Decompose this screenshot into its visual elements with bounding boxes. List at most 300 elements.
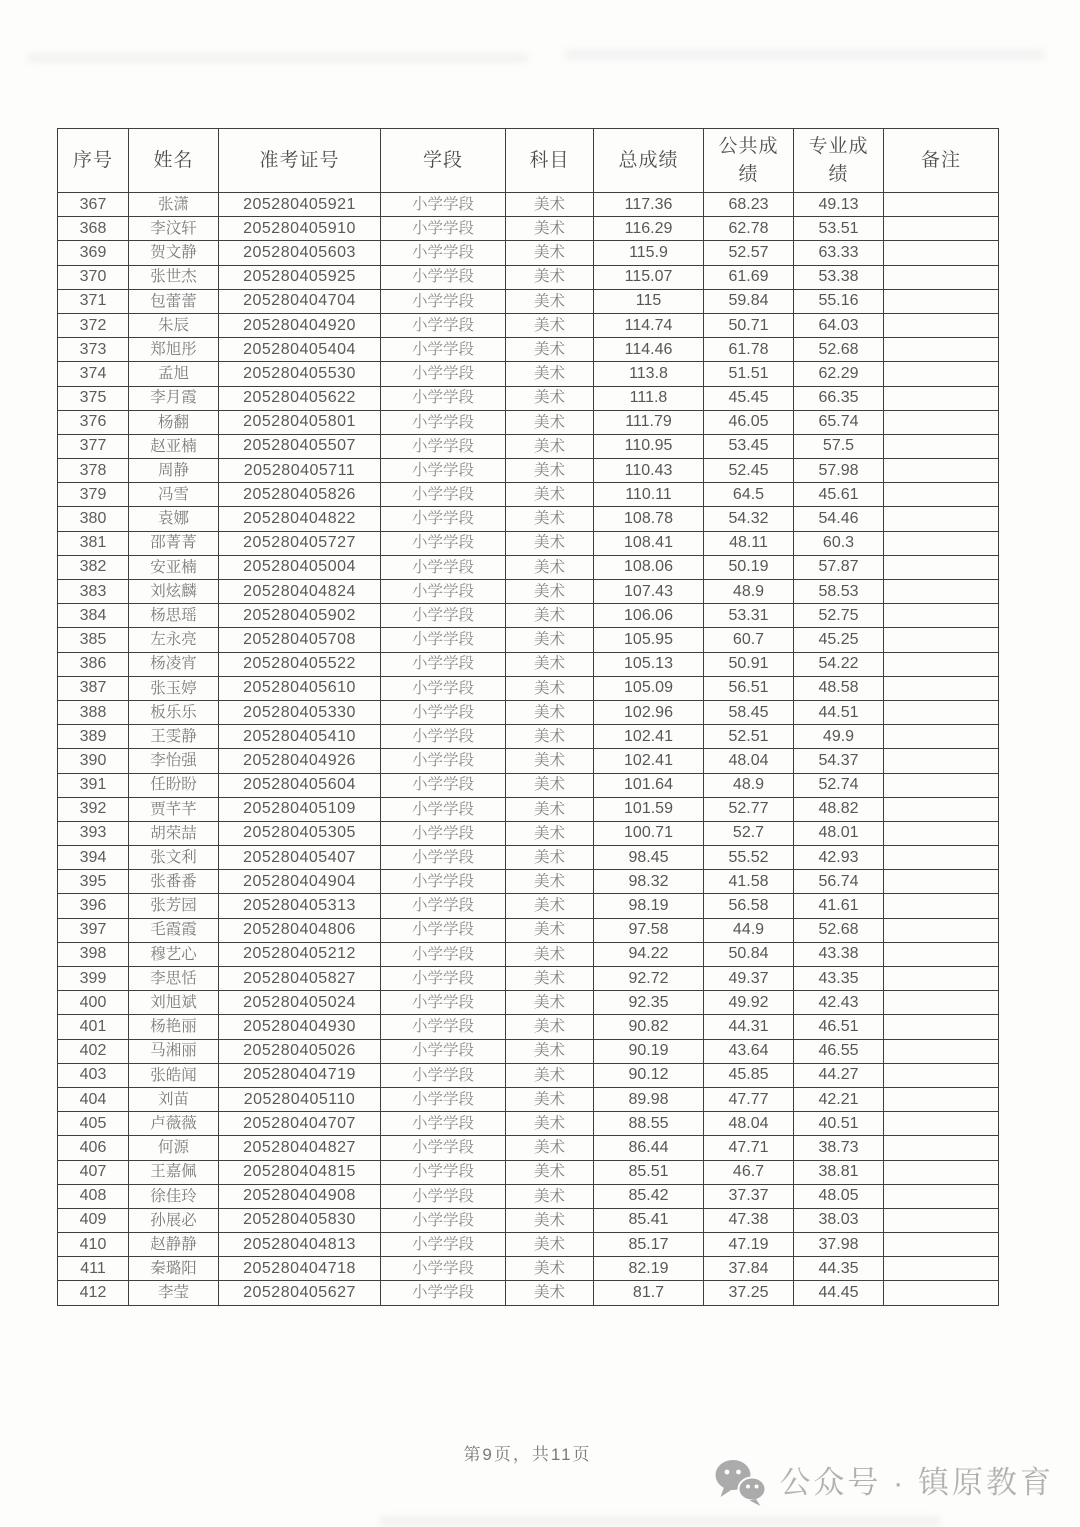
table-cell: 美术 <box>506 991 594 1015</box>
table-cell: 65.74 <box>794 410 884 434</box>
table-cell: 205280405410 <box>219 725 381 749</box>
table-cell <box>884 652 999 676</box>
table-row <box>58 1257 999 1281</box>
table-row <box>58 725 999 749</box>
table-cell: 46.05 <box>704 410 794 434</box>
table-row <box>58 942 999 966</box>
column-header-5: 科目 <box>506 129 594 193</box>
table-cell: 60.7 <box>704 628 794 652</box>
table-cell: 56.51 <box>704 676 794 700</box>
table-row <box>58 918 999 942</box>
column-header-2: 姓名 <box>129 129 219 193</box>
table-cell: 100.71 <box>594 821 704 845</box>
table-cell: 92.72 <box>594 967 704 991</box>
table-cell: 37.37 <box>704 1184 794 1208</box>
table-cell: 小学学段 <box>381 459 506 483</box>
table-cell: 安亚楠 <box>129 555 219 579</box>
table-row <box>58 967 999 991</box>
table-cell: 板乐乐 <box>129 700 219 724</box>
table-cell: 张玉婷 <box>129 676 219 700</box>
results-table <box>57 128 999 1306</box>
table-cell: 38.73 <box>794 1136 884 1160</box>
table-cell: 美术 <box>506 362 594 386</box>
table-cell: 376 <box>58 410 129 434</box>
table-cell: 367 <box>58 193 129 217</box>
table-cell: 小学学段 <box>381 555 506 579</box>
table-cell: 390 <box>58 749 129 773</box>
table-row <box>58 604 999 628</box>
table-cell: 60.3 <box>794 531 884 555</box>
table-row <box>58 531 999 555</box>
table-cell: 403 <box>58 1063 129 1087</box>
table-cell: 美术 <box>506 942 594 966</box>
table-cell: 张潇 <box>129 193 219 217</box>
table-cell: 205280404719 <box>219 1063 381 1087</box>
table-cell: 114.46 <box>594 338 704 362</box>
table-cell: 美术 <box>506 1257 594 1281</box>
table-cell: 395 <box>58 870 129 894</box>
table-cell <box>884 434 999 458</box>
table-cell: 411 <box>58 1257 129 1281</box>
table-cell: 205280404926 <box>219 749 381 773</box>
table-cell: 54.32 <box>704 507 794 531</box>
table-cell: 97.58 <box>594 918 704 942</box>
table-cell <box>884 483 999 507</box>
table-cell: 45.45 <box>704 386 794 410</box>
table-cell: 美术 <box>506 338 594 362</box>
table-cell: 42.21 <box>794 1087 884 1111</box>
table-cell: 贺文静 <box>129 241 219 265</box>
table-cell: 44.51 <box>794 700 884 724</box>
table-cell: 394 <box>58 846 129 870</box>
table-cell: 115.9 <box>594 241 704 265</box>
table-cell: 62.29 <box>794 362 884 386</box>
table-cell: 409 <box>58 1208 129 1232</box>
table-row <box>58 289 999 313</box>
table-cell <box>884 870 999 894</box>
table-cell: 小学学段 <box>381 531 506 555</box>
table-cell: 43.64 <box>704 1039 794 1063</box>
table-cell: 小学学段 <box>381 338 506 362</box>
table-cell: 105.09 <box>594 676 704 700</box>
table-cell: 373 <box>58 338 129 362</box>
table-cell: 小学学段 <box>381 700 506 724</box>
table-cell <box>884 265 999 289</box>
table-cell: 57.98 <box>794 459 884 483</box>
column-header-3: 准考证号 <box>219 129 381 193</box>
table-cell: 小学学段 <box>381 1087 506 1111</box>
table-cell: 杨思瑶 <box>129 604 219 628</box>
table-cell: 美术 <box>506 918 594 942</box>
table-cell: 美术 <box>506 870 594 894</box>
table-cell: 邵菁菁 <box>129 531 219 555</box>
table-cell: 小学学段 <box>381 725 506 749</box>
table-cell: 371 <box>58 289 129 313</box>
table-cell <box>884 1136 999 1160</box>
table-cell: 52.57 <box>704 241 794 265</box>
table-cell: 李汶轩 <box>129 217 219 241</box>
table-cell <box>884 628 999 652</box>
table-cell: 美术 <box>506 1160 594 1184</box>
table-row <box>58 773 999 797</box>
table-cell: 52.51 <box>704 725 794 749</box>
table-cell: 小学学段 <box>381 580 506 604</box>
table-cell: 小学学段 <box>381 217 506 241</box>
table-cell: 205280405603 <box>219 241 381 265</box>
table-cell: 小学学段 <box>381 1257 506 1281</box>
table-cell: 小学学段 <box>381 1208 506 1232</box>
table-cell: 385 <box>58 628 129 652</box>
table-cell <box>884 507 999 531</box>
table-row <box>58 821 999 845</box>
table-cell: 384 <box>58 604 129 628</box>
table-row <box>58 555 999 579</box>
column-header-6: 总成绩 <box>594 129 704 193</box>
table-cell: 54.46 <box>794 507 884 531</box>
table-row <box>58 1208 999 1232</box>
table-cell: 46.55 <box>794 1039 884 1063</box>
table-row <box>58 1015 999 1039</box>
table-cell: 205280404920 <box>219 313 381 337</box>
table-cell: 115 <box>594 289 704 313</box>
table-cell: 368 <box>58 217 129 241</box>
table-cell: 57.87 <box>794 555 884 579</box>
table-cell: 389 <box>58 725 129 749</box>
table-cell: 郑旭彤 <box>129 338 219 362</box>
table-cell: 小学学段 <box>381 1136 506 1160</box>
table-cell: 205280405902 <box>219 604 381 628</box>
table-cell: 张芳园 <box>129 894 219 918</box>
table-cell: 378 <box>58 459 129 483</box>
table-cell: 54.22 <box>794 652 884 676</box>
table-cell: 小学学段 <box>381 870 506 894</box>
table-cell: 407 <box>58 1160 129 1184</box>
table-cell: 美术 <box>506 773 594 797</box>
table-cell: 37.98 <box>794 1233 884 1257</box>
table-cell: 马湘丽 <box>129 1039 219 1063</box>
table-cell: 44.27 <box>794 1063 884 1087</box>
table-cell: 美术 <box>506 1087 594 1111</box>
table-cell <box>884 313 999 337</box>
table-cell: 杨凌宵 <box>129 652 219 676</box>
table-row <box>58 434 999 458</box>
table-cell: 52.68 <box>794 918 884 942</box>
table-cell: 68.23 <box>704 193 794 217</box>
table-cell: 388 <box>58 700 129 724</box>
table-row <box>58 749 999 773</box>
table-cell: 美术 <box>506 483 594 507</box>
table-cell: 205280405507 <box>219 434 381 458</box>
table-cell: 毛霞霞 <box>129 918 219 942</box>
table-cell: 205280404806 <box>219 918 381 942</box>
table-cell: 88.55 <box>594 1112 704 1136</box>
table-cell: 64.5 <box>704 483 794 507</box>
table-cell: 85.17 <box>594 1233 704 1257</box>
table-cell: 114.74 <box>594 313 704 337</box>
table-cell: 410 <box>58 1233 129 1257</box>
table-cell: 205280404704 <box>219 289 381 313</box>
table-cell: 美术 <box>506 531 594 555</box>
table-cell: 53.38 <box>794 265 884 289</box>
table-cell: 赵亚楠 <box>129 434 219 458</box>
table-cell: 张皓闻 <box>129 1063 219 1087</box>
table-cell: 205280405622 <box>219 386 381 410</box>
table-cell: 李思恬 <box>129 967 219 991</box>
table-body <box>58 193 999 1306</box>
table-cell: 85.42 <box>594 1184 704 1208</box>
table-cell: 374 <box>58 362 129 386</box>
table-cell: 90.12 <box>594 1063 704 1087</box>
table-cell: 冯雪 <box>129 483 219 507</box>
table-cell: 美术 <box>506 434 594 458</box>
table-cell: 205280405330 <box>219 700 381 724</box>
table-cell <box>884 846 999 870</box>
table-cell: 205280405530 <box>219 362 381 386</box>
table-cell: 85.41 <box>594 1208 704 1232</box>
table-cell <box>884 459 999 483</box>
table-cell: 64.03 <box>794 313 884 337</box>
table-cell: 55.52 <box>704 846 794 870</box>
table-cell: 66.35 <box>794 386 884 410</box>
table-cell: 383 <box>58 580 129 604</box>
table-cell: 397 <box>58 918 129 942</box>
table-cell <box>884 1233 999 1257</box>
table-cell: 48.82 <box>794 797 884 821</box>
table-cell: 101.59 <box>594 797 704 821</box>
table-cell: 小学学段 <box>381 821 506 845</box>
table-row <box>58 700 999 724</box>
table-cell: 美术 <box>506 410 594 434</box>
table-cell: 205280404824 <box>219 580 381 604</box>
table-cell: 404 <box>58 1087 129 1111</box>
table-cell: 107.43 <box>594 580 704 604</box>
table-cell: 205280404813 <box>219 1233 381 1257</box>
table-cell: 205280405313 <box>219 894 381 918</box>
table-cell: 37.25 <box>704 1281 794 1305</box>
table-cell: 贾芊芊 <box>129 797 219 821</box>
table-row <box>58 1281 999 1305</box>
table-cell: 50.71 <box>704 313 794 337</box>
table-cell: 王嘉佩 <box>129 1160 219 1184</box>
table-row <box>58 1112 999 1136</box>
table-cell: 408 <box>58 1184 129 1208</box>
table-cell <box>884 749 999 773</box>
table-cell: 48.01 <box>794 821 884 845</box>
table-cell: 50.19 <box>704 555 794 579</box>
table-cell: 48.58 <box>794 676 884 700</box>
wechat-icon <box>713 1458 767 1506</box>
table-cell: 81.7 <box>594 1281 704 1305</box>
table-cell: 小学学段 <box>381 289 506 313</box>
table-cell: 105.95 <box>594 628 704 652</box>
table-cell: 美术 <box>506 676 594 700</box>
table-cell: 86.44 <box>594 1136 704 1160</box>
table-cell: 44.35 <box>794 1257 884 1281</box>
table-cell <box>884 193 999 217</box>
table-cell: 106.06 <box>594 604 704 628</box>
table-cell: 徐佳玲 <box>129 1184 219 1208</box>
table-cell: 90.82 <box>594 1015 704 1039</box>
table-cell: 赵静静 <box>129 1233 219 1257</box>
table-cell: 92.35 <box>594 991 704 1015</box>
table-cell: 孟旭 <box>129 362 219 386</box>
table-cell: 小学学段 <box>381 241 506 265</box>
table-cell: 115.07 <box>594 265 704 289</box>
table-cell: 392 <box>58 797 129 821</box>
table-cell: 44.45 <box>794 1281 884 1305</box>
table-cell <box>884 942 999 966</box>
table-cell <box>884 1039 999 1063</box>
table-cell: 46.7 <box>704 1160 794 1184</box>
table-row <box>58 507 999 531</box>
table-row <box>58 1087 999 1111</box>
table-row <box>58 870 999 894</box>
table-cell: 小学学段 <box>381 676 506 700</box>
table-cell <box>884 1160 999 1184</box>
table-cell <box>884 1063 999 1087</box>
table-cell: 82.19 <box>594 1257 704 1281</box>
table-cell <box>884 773 999 797</box>
table-cell: 小学学段 <box>381 942 506 966</box>
table-cell: 101.64 <box>594 773 704 797</box>
table-cell: 小学学段 <box>381 846 506 870</box>
table-cell: 左永亮 <box>129 628 219 652</box>
table-cell: 56.74 <box>794 870 884 894</box>
table-cell <box>884 797 999 821</box>
table-cell: 205280405627 <box>219 1281 381 1305</box>
table-cell: 美术 <box>506 894 594 918</box>
table-cell: 205280405921 <box>219 193 381 217</box>
table-cell: 58.45 <box>704 700 794 724</box>
table-cell: 52.77 <box>704 797 794 821</box>
table-cell: 372 <box>58 313 129 337</box>
table-cell <box>884 967 999 991</box>
table-cell: 小学学段 <box>381 1160 506 1184</box>
table-cell: 56.58 <box>704 894 794 918</box>
table-cell: 美术 <box>506 1184 594 1208</box>
table-cell: 401 <box>58 1015 129 1039</box>
table-cell: 42.93 <box>794 846 884 870</box>
table-cell: 美术 <box>506 1039 594 1063</box>
table-cell: 小学学段 <box>381 1063 506 1087</box>
table-cell: 美术 <box>506 1136 594 1160</box>
table-cell <box>884 604 999 628</box>
table-cell: 391 <box>58 773 129 797</box>
table-cell: 110.95 <box>594 434 704 458</box>
table-cell: 美术 <box>506 700 594 724</box>
scan-artifact <box>28 54 528 62</box>
table-cell: 205280405830 <box>219 1208 381 1232</box>
table-cell: 美术 <box>506 555 594 579</box>
table-cell: 61.78 <box>704 338 794 362</box>
table-row <box>58 459 999 483</box>
table-cell: 48.9 <box>704 580 794 604</box>
table-cell <box>884 531 999 555</box>
table-cell <box>884 1112 999 1136</box>
table-cell: 任盼盼 <box>129 773 219 797</box>
table-cell: 205280404827 <box>219 1136 381 1160</box>
table-cell: 52.68 <box>794 338 884 362</box>
table-cell: 38.81 <box>794 1160 884 1184</box>
table-cell: 94.22 <box>594 942 704 966</box>
table-cell <box>884 338 999 362</box>
table-cell: 111.79 <box>594 410 704 434</box>
table-cell: 小学学段 <box>381 991 506 1015</box>
table-cell: 98.19 <box>594 894 704 918</box>
table-cell: 穆艺心 <box>129 942 219 966</box>
table-row <box>58 193 999 217</box>
table-cell: 37.84 <box>704 1257 794 1281</box>
table-cell: 美术 <box>506 628 594 652</box>
table-cell: 小学学段 <box>381 1281 506 1305</box>
table-cell: 美术 <box>506 241 594 265</box>
table-row <box>58 1063 999 1087</box>
table-cell: 小学学段 <box>381 918 506 942</box>
table-cell: 205280405708 <box>219 628 381 652</box>
table-cell: 396 <box>58 894 129 918</box>
table-cell: 386 <box>58 652 129 676</box>
table-cell: 98.45 <box>594 846 704 870</box>
table-cell: 59.84 <box>704 289 794 313</box>
table-cell: 美术 <box>506 725 594 749</box>
table-cell: 57.5 <box>794 434 884 458</box>
table-row <box>58 1233 999 1257</box>
table-row <box>58 362 999 386</box>
table-cell: 412 <box>58 1281 129 1305</box>
table-cell: 108.06 <box>594 555 704 579</box>
table-cell: 63.33 <box>794 241 884 265</box>
table-row <box>58 265 999 289</box>
table-cell: 205280405109 <box>219 797 381 821</box>
table-cell: 117.36 <box>594 193 704 217</box>
table-cell: 秦璐阳 <box>129 1257 219 1281</box>
column-header-7: 公共成绩 <box>704 129 794 193</box>
table-row <box>58 628 999 652</box>
table-cell: 90.19 <box>594 1039 704 1063</box>
table-cell <box>884 580 999 604</box>
scan-artifact <box>380 1518 940 1524</box>
table-cell: 47.71 <box>704 1136 794 1160</box>
table-cell: 美术 <box>506 265 594 289</box>
table-cell: 105.13 <box>594 652 704 676</box>
table-cell: 380 <box>58 507 129 531</box>
table-cell: 53.31 <box>704 604 794 628</box>
table-cell: 小学学段 <box>381 386 506 410</box>
table-cell: 205280405024 <box>219 991 381 1015</box>
table-cell: 李月霞 <box>129 386 219 410</box>
table-cell: 50.84 <box>704 942 794 966</box>
table-cell: 205280405826 <box>219 483 381 507</box>
table-cell: 205280405026 <box>219 1039 381 1063</box>
table-cell: 小学学段 <box>381 483 506 507</box>
table-cell: 小学学段 <box>381 1039 506 1063</box>
table-cell <box>884 1281 999 1305</box>
column-header-1: 序号 <box>58 129 129 193</box>
table-cell: 49.92 <box>704 991 794 1015</box>
table-cell: 370 <box>58 265 129 289</box>
table-cell <box>884 1257 999 1281</box>
table-cell: 52.75 <box>794 604 884 628</box>
table-cell: 205280404822 <box>219 507 381 531</box>
table-cell: 205280405305 <box>219 821 381 845</box>
table-row <box>58 483 999 507</box>
table-cell: 41.58 <box>704 870 794 894</box>
table-row <box>58 894 999 918</box>
table-cell: 杨艳丽 <box>129 1015 219 1039</box>
table-row <box>58 217 999 241</box>
table-cell: 205280405004 <box>219 555 381 579</box>
table-cell <box>884 918 999 942</box>
